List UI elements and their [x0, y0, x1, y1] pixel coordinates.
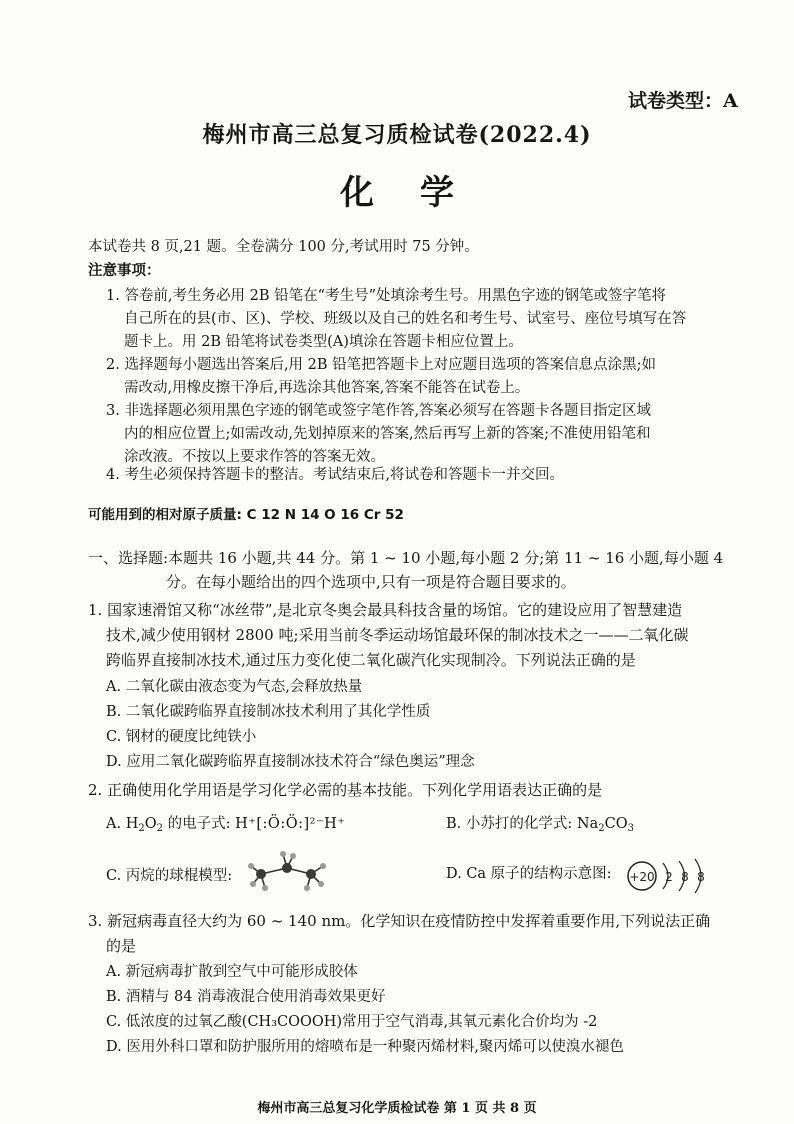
note-line: 涂改液。不按以上要求作答的答案无效。	[124, 449, 385, 465]
q2-a-mid: O	[144, 816, 157, 832]
note-line: 2. 选择题每小题选出答案后,用 2B 铅笔把答题卡上对应题目选项的答案信息点涂黑;如	[106, 357, 657, 373]
ca-shell-2: 8	[681, 870, 689, 884]
q1-stem: 跨临界直接制冰技术,通过压力变化使二氧化碳汽化实现制冷。下列说法正确的是	[106, 651, 636, 669]
q3-option-a: A. 新冠病毒扩散到空气中可能形成胶体	[106, 964, 358, 980]
q2-option-d: D. Ca 原子的结构示意图:	[446, 866, 612, 882]
note-line: 3. 非选择题必须用黑色字迹的钢笔或签字笔作答,答案必须写在答题卡各题目指定区域	[106, 403, 652, 419]
note-line: 4. 考生必须保持答题卡的整洁。考试结束后,将试卷和答题卡一并交回。	[106, 467, 565, 483]
q3-option-d: D. 医用外科口罩和防护服所用的熔喷布是一种聚丙烯材料,聚丙烯可以使溴水褪色	[106, 1039, 624, 1055]
propane-ball-stick-model	[247, 848, 329, 892]
note-line: 1. 答卷前,考生务必用 2B 铅笔在“考生号”处填涂考生号。用黑色字迹的钢笔或签字笔将	[106, 288, 666, 304]
paper-type: 试卷类型：A	[628, 90, 738, 112]
section-heading: 分。在每小题给出的四个选项中,只有一项是符合题目要求的。	[166, 573, 576, 591]
section-heading: 一、选择题:本题共 16 小题,共 44 分。第 1 ~ 10 小题,每小题 2 分;第 11 ~ 16 小题,每小题 4	[88, 549, 724, 567]
q3-option-b: B. 酒精与 84 消毒液混合使用消毒效果更好	[106, 989, 386, 1005]
ca-nucleus-charge: +20	[629, 870, 655, 884]
q2-b-mid: CO	[604, 816, 628, 832]
note-line: 需改动,用橡皮擦干净后,再选涂其他答案,答案不能答在试卷上。	[124, 380, 530, 396]
ca-shell-1: 2	[665, 870, 673, 884]
q2-a-formula: H⁺[:Ö:Ö:]²⁻H⁺	[235, 816, 346, 832]
q1-option-d: D. 应用二氧化碳跨临界直接制冰技术符合“绿色奥运”理念	[106, 754, 475, 770]
exam-summary: 本试卷共 8 页,21 题。全卷满分 100 分,考试用时 75 分钟。	[88, 239, 479, 255]
q1-option-b: B. 二氧化碳跨临界直接制冰技术利用了其化学性质	[106, 704, 431, 720]
atomic-mass-line: 可能用到的相对原子质量: C 12 N 14 O 16 Cr 52	[88, 507, 404, 523]
q2-option-c: C. 丙烷的球棍模型:	[106, 868, 233, 884]
q3-option-c: C. 低浓度的过氧乙酸(CH₃COOOH)常用于空气消毒,其氧元素化合价均为 -2	[106, 1014, 598, 1030]
q2-b-label: B. 小苏打的化学式:	[446, 816, 573, 832]
q2-b-sub2: 3	[627, 823, 634, 834]
q2-b-sub1: 2	[598, 823, 605, 834]
q3-stem: 3. 新冠病毒直径大约为 60 ~ 140 nm。化学知识在疫情防控中发挥着重要作用,下列说法正确	[88, 912, 711, 930]
q1-option-c: C. 钢材的硬度比纯铁小	[106, 729, 257, 745]
notes-heading: 注意事项：	[88, 262, 161, 279]
q2-stem: 2. 正确使用化学用语是学习化学必需的基本技能。下列化学用语表达正确的是	[88, 781, 603, 799]
ca-shell-3: 8	[697, 870, 705, 884]
q2-b-formula: Na	[576, 816, 599, 832]
note-line: 自己所在的县(市、区)、学校、班级以及自己的姓名和考生号、试室号、座位号填写在答	[124, 311, 687, 327]
subject-title: 化学	[340, 173, 500, 213]
q2-a-label: A. H	[106, 816, 139, 832]
note-line: 内的相应位置上;如需改动,先划掉原来的答案,然后再写上新的答案;不准使用铅笔和	[124, 426, 651, 442]
q2-a-sub1: 2	[138, 823, 145, 834]
q2-a-tail: 的电子式:	[162, 816, 231, 832]
q2-option-a	[106, 812, 345, 833]
exam-title: 梅州市高三总复习质检试卷(2022.4)	[202, 122, 592, 148]
q3-stem: 的是	[106, 937, 137, 955]
q2-option-b	[446, 812, 634, 833]
q1-stem: 技术,减少使用钢材 2800 吨;采用当前冬季运动场馆最环保的制冰技术之一——二氧化碳	[106, 626, 689, 644]
q1-stem: 1. 国家速滑馆又称“冰丝带”,是北京冬奥会最具科技含量的场馆。它的建设应用了智慧建造	[88, 601, 683, 619]
q2-a-sub2: 2	[156, 823, 163, 834]
q1-option-a: A. 二氧化碳由液态变为气态,会释放热量	[106, 679, 363, 695]
ca-atom-structure-diagram	[623, 855, 718, 895]
page-footer: 梅州市高三总复习化学质检试卷 第 1 页 共 8 页	[257, 1101, 537, 1116]
note-line: 题卡上。用 2B 铅笔将试卷类型(A)填涂在答题卡相应位置上。	[124, 334, 523, 350]
